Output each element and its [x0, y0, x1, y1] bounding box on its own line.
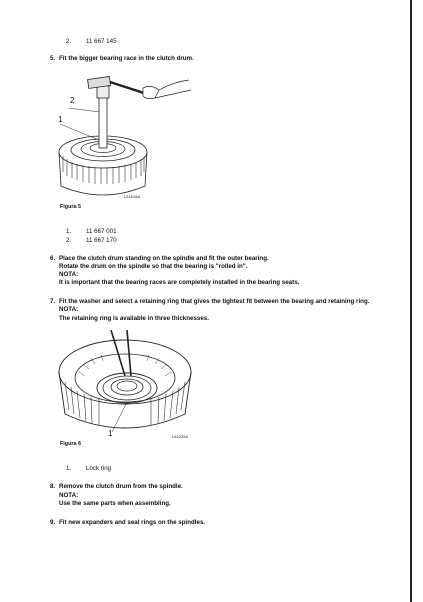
note-text: It is important that the bearing races are completely installed in the bearing seats. — [59, 279, 300, 286]
step-number: 6. — [50, 255, 56, 262]
figure-5-illustration — [55, 76, 205, 206]
list-item: 2. — [66, 38, 72, 45]
step-text: Place the clutch drum standing on the spindle and fit the outer bearing. — [59, 255, 269, 262]
step-text: Fit the washer and select a retaining ring that gives the tightest fit between the bearing and retaining ring. — [59, 298, 370, 305]
list-item-text: 11 667 170 — [86, 237, 117, 244]
step-text: Fit the bigger bearing race in the clutch drum. — [59, 55, 194, 62]
list-item-text: 11 667 145 — [86, 38, 117, 45]
note-label: NOTA: — [59, 271, 79, 278]
step-text: Remove the clutch drum from the spindle. — [59, 483, 183, 490]
list-item-num: 2. — [66, 237, 72, 244]
figure-6-illustration — [55, 330, 210, 440]
list-item-text: 11 667 001 — [86, 228, 117, 235]
step-text: Fit new expanders and seal rings on the spindles. — [59, 519, 206, 526]
step-number: 9. — [50, 519, 56, 526]
step-number: 5. — [50, 55, 56, 62]
figure-5-caption: Figura 5 — [60, 204, 81, 210]
note-text: Use the same parts when assembling. — [59, 500, 171, 507]
note-text: The retaining ring is available in three thicknesses. — [59, 315, 209, 322]
figure-6-caption: Figura 6 — [60, 441, 81, 447]
step-number: 7. — [50, 298, 56, 305]
list-item-num: 1. — [66, 465, 72, 472]
list-item-num: 1. — [66, 228, 72, 235]
figure-5-code: L61618A — [124, 194, 141, 199]
note-label: NOTA: — [59, 306, 79, 313]
figure-5-callout-2: 2 — [70, 96, 75, 105]
page-edge-bar — [410, 0, 412, 602]
step-number: 8. — [50, 483, 56, 490]
step-text: Rotate the drum on the spindle so that the bearing is "rolled in". — [59, 263, 248, 270]
figure-5-callout-1: 1 — [58, 115, 63, 124]
figure-6-code: L61029A — [172, 434, 189, 439]
list-item-text: Lock ring — [86, 465, 112, 472]
figure-6-callout-1: 1 — [108, 429, 113, 438]
note-label: NOTA: — [59, 492, 79, 499]
